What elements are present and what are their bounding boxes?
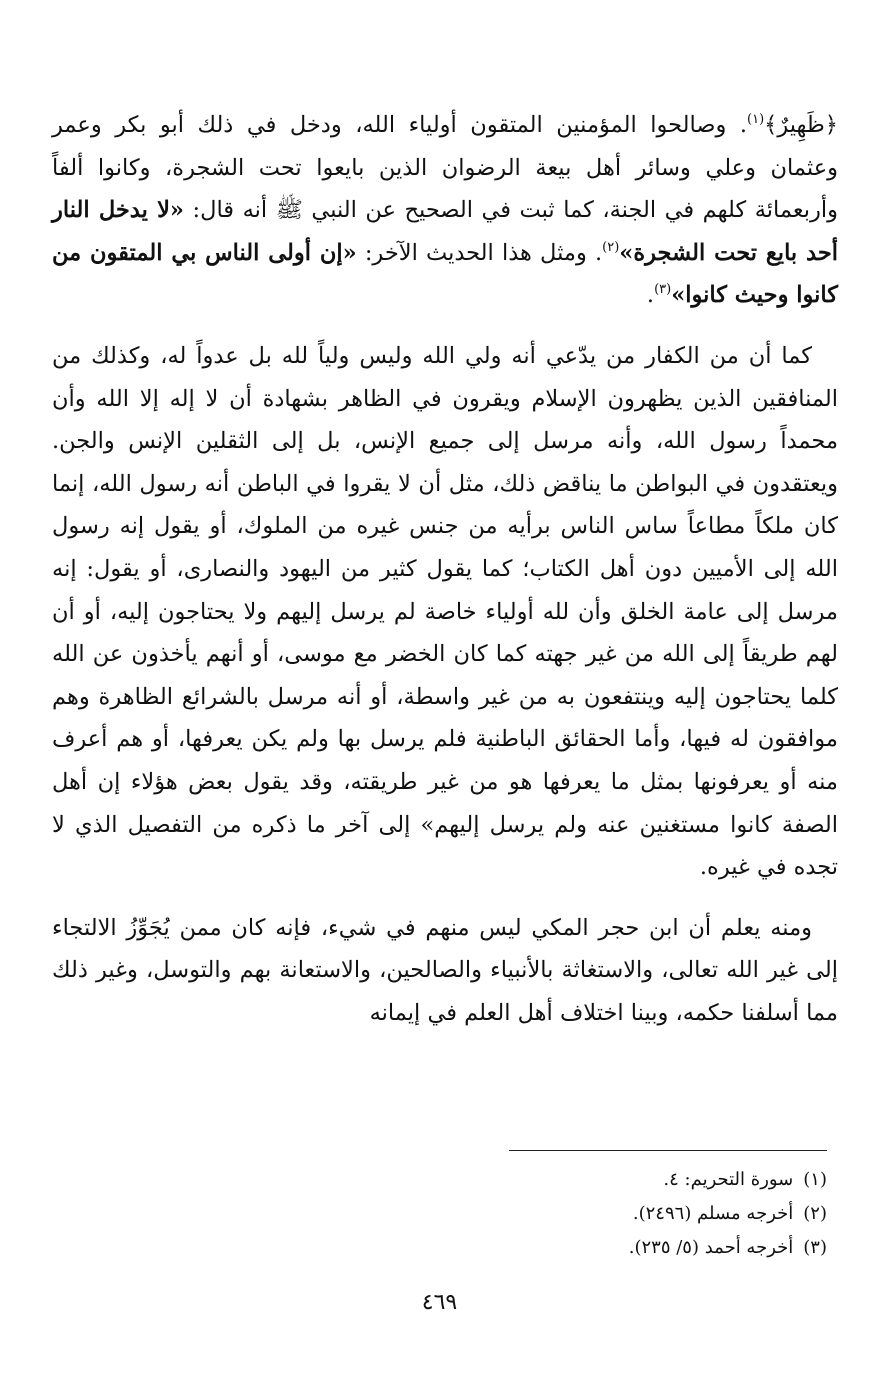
text-run: ﴿ظَهِيرٌ﴾ [764,112,838,138]
text-run: كما أن من الكفار من يدّعي أنه ولي الله وليس ولياً لله بل عدواً له، وكذلك من المنافقين الذين يظهرون الإسلام ويقرون في الظاهر بشهادة أن لا إله إلا الله وأن محمداً رسول الله، وأنه مرسل إلى جميع الإنس، بل إلى الثقلين الإنس والجن. ويعتقدون في البواطن ما يناقض ذلك، مثل أن لا يقروا في الباطن أنه رسول الله، إنما كان ملكاً مطاعاً ساس الناس برأيه من جنس غيره من الملوك، أو يقول إنه رسول الله إلى الأميين دون أهل الكتاب؛ كما يقول كثير من اليهود والنصارى، أو يقول: إنه مرسل إلى عامة الخلق وأن لله أولياء خاصة لم يرسل إليهم ولا يحتاجون إليه، أو أن لهم طريقاً إلى الله من غير جهته كما كان الخضر مع موسى، أو أنهم يأخذون عن الله كلما يحتاجون إليه وينتفعون به من غير واسطة، أو أنه مرسل بالشرائع الظاهرة وهم موافقون له فيها، وأما الحقائق الباطنية فلم يرسل بها ولم يكن يعرفها، أو هم أعرف منه أو يعرفونها بمثل ما يعرفها هو من غير طريقته، وقد يقول بعض هؤلاء إن أهل الصفة كانوا مستغنين عنه ولم يرسل إليهم» إلى آخر ما ذكره من التفصيل الذي لا تجده في غيره. [52,342,838,881]
footnote-text: أخرجه مسلم (٢٤٩٦). [632,1203,794,1224]
hadith-quote: «لا يدخل النار أحد بايع تحت الشجرة» [52,197,839,266]
paragraph-1 [52,104,838,317]
main-text [52,104,838,1034]
footnote-2 [327,1197,827,1231]
hadith-quote: «إن أولى الناس بي المتقون من كانوا وحيث كانوا» [52,239,838,309]
footnote-1 [327,1163,827,1197]
text-run: . [646,282,655,309]
footnote-3 [327,1231,827,1265]
footnote-number: (١) [803,1169,827,1190]
text-run: . وصالحوا المؤمنين المتقون أولياء الله، ودخل في ذلك أبو بكر وعمر وعثمان وعلي وسائر أهل بيعة الرضوان الذين بايعوا تحت الشجرة، وكانوا ألفاً وأربعمائة كلهم في الجنة، كما ثبت في الصحيح عن النبي ﷺ أنه قال: [52,112,839,224]
footnote-ref: (٢) [602,239,620,255]
footnote-number: (٢) [803,1203,827,1224]
footnote-ref: (٣) [654,282,672,298]
footnote-number: (٣) [803,1237,827,1258]
paragraph-2 [52,335,838,889]
paragraph-3 [52,907,838,1035]
footnote-text: سورة التحريم: ٤. [663,1169,794,1190]
footnote-ref: (١) [747,112,765,127]
footnotes [327,1163,827,1265]
page-number: ٤٦٩ [421,1290,458,1315]
footnote-text: أخرجه أحمد (٥/ ٢٣٥). [628,1237,794,1258]
footnote-separator [509,1150,827,1151]
text-run: ومنه يعلم أن ابن حجر المكي ليس منهم في شيء، فإنه كان ممن يُجَوِّزُ الالتجاء إلى غير الله تعالى، والاستغاثة بالأنبياء والصالحين، والاستعانة بهم والتوسل، وغير ذلك مما أسلفنا حكمه، وبينا اختلاف أهل العلم في إيمانه [52,914,838,1026]
text-run: . ومثل هذا الحديث الآخر: [356,239,603,266]
